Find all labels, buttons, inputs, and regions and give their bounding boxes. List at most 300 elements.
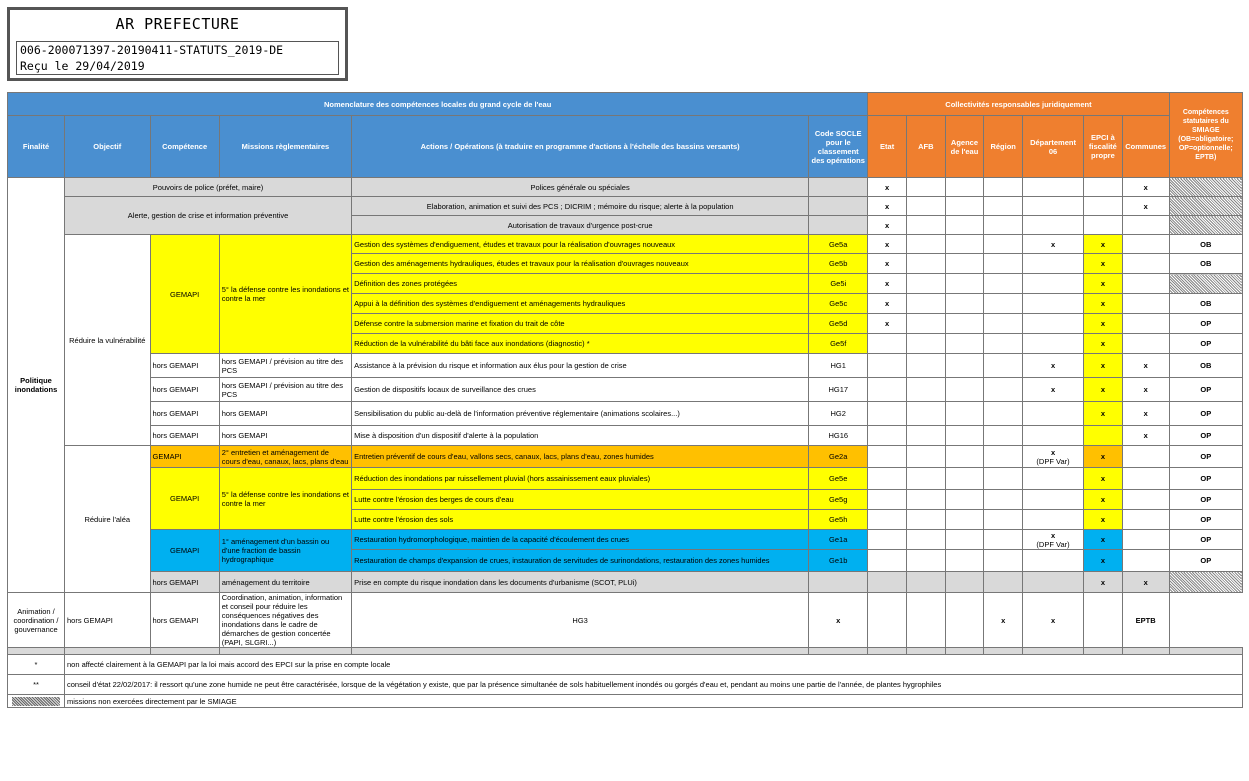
cell-agence xyxy=(945,254,984,274)
mission-amenagement-bassin: 1° aménagement d'un bassin ou d'une fraction de bassin hydrographique xyxy=(219,530,351,572)
cell-etat xyxy=(868,490,907,510)
cell-com xyxy=(1122,178,1169,197)
mark-dep: x xyxy=(1050,447,1056,457)
prefecture-stamp xyxy=(7,7,348,81)
competence-hors: hors GEMAPI xyxy=(65,593,151,648)
note-mark-text: * xyxy=(34,660,38,669)
mark-epci: x xyxy=(1100,515,1105,524)
cell-epci xyxy=(1084,274,1123,294)
cell-afb xyxy=(906,274,945,294)
table-row xyxy=(8,446,1243,468)
cell-epci xyxy=(1084,510,1123,530)
col-etat: Etat xyxy=(868,116,907,178)
table-row xyxy=(8,593,1243,648)
code-cell xyxy=(809,197,868,216)
cell-etat xyxy=(868,197,907,216)
cell-region xyxy=(984,197,1023,216)
code-cell xyxy=(809,572,868,593)
objectif-reduire-vulnerabilite: Réduire la vulnérabilité xyxy=(65,235,151,446)
cell-com xyxy=(1122,530,1169,550)
cell-afb xyxy=(906,235,945,254)
cell-com xyxy=(1122,274,1169,294)
cell-etat xyxy=(868,530,907,550)
action-cell: Réduction de la vulnérabilité du bâti face aux inondations (diagnostic) * xyxy=(352,334,809,354)
table-row xyxy=(8,530,1243,550)
cell-afb xyxy=(906,446,945,468)
action-cell: Lutte contre l'érosion des berges de cours d'eau xyxy=(352,490,809,510)
cell-region xyxy=(984,468,1023,490)
header-row-2 xyxy=(8,116,1243,178)
cell-com xyxy=(1122,354,1169,378)
competences-table xyxy=(7,92,1243,708)
cell-agence xyxy=(945,274,984,294)
cell-com xyxy=(1122,294,1169,314)
cell-etat xyxy=(868,510,907,530)
cell-com xyxy=(1122,446,1169,468)
cell-agence xyxy=(945,235,984,254)
code-cell: Ge5e xyxy=(809,468,868,490)
cell-afb xyxy=(906,426,945,446)
cell-etat xyxy=(868,334,907,354)
mission-entretien: 2° entretien et aménagement de cours d'eau, canaux, lacs, plans d'eau xyxy=(219,446,351,468)
mark-etat: x xyxy=(885,220,890,230)
cell-dep xyxy=(1022,254,1083,274)
cell-epci xyxy=(1084,468,1123,490)
cell-region xyxy=(984,216,1023,235)
competence-gemapi: GEMAPI xyxy=(150,468,219,530)
action-cell: Gestion des systèmes d'endiguement, études et travaux pour la réalisation d'ouvrages nouveaux xyxy=(352,235,809,254)
cell-afb xyxy=(906,354,945,378)
code-cell xyxy=(809,216,868,235)
cell-region xyxy=(984,572,1023,593)
cell-region xyxy=(984,550,1023,572)
table-row xyxy=(8,572,1243,593)
table-row xyxy=(8,426,1243,446)
header-row-1 xyxy=(8,93,1243,116)
mission-defense: 5° la défense contre les inondations et contre la mer xyxy=(219,468,351,530)
col-agence: Agence de l'eau xyxy=(945,116,984,178)
action-cell: Gestion de dispositifs locaux de surveillance des crues xyxy=(352,378,809,402)
note-mark xyxy=(8,655,65,675)
smiage-header: Compétences statutaires du SMIAGE (OB=obligatoire; OP=optionnelle; EPTB) xyxy=(1169,93,1242,178)
smiage-cell: OB xyxy=(1169,235,1242,254)
code-cell: HG2 xyxy=(809,402,868,426)
mark-etat: x xyxy=(836,615,841,625)
spacer-cell xyxy=(984,648,1023,655)
cell-epci xyxy=(1084,354,1123,378)
action-cell: Polices générale ou spéciales xyxy=(352,178,809,197)
cell-agence xyxy=(945,216,984,235)
code-cell: Ge2a xyxy=(809,446,868,468)
action-cell: Assistance à la prévision du risque et information aux élus pour la gestion de crise xyxy=(352,354,809,378)
cell-etat xyxy=(868,446,907,468)
dpf-note: (DPF Var) xyxy=(1036,539,1070,549)
cell-region xyxy=(984,294,1023,314)
code-cell: Ge5f xyxy=(809,334,868,354)
col-code: Code SOCLE pour le classement des opérations xyxy=(809,116,868,178)
cell-agence xyxy=(945,354,984,378)
code-cell: HG16 xyxy=(809,426,868,446)
competence-hors: hors GEMAPI xyxy=(150,572,219,593)
note-text: conseil d'état 22/02/2017: il ressort qu'une zone humide ne peut être caractérisée, lorsque de la végétation y existe, que par la présence simultanée de sols habituellement inondés ou gorgés d'eau et, pendant au moins une partie de l'année, de plantes hygrophiles xyxy=(65,675,1243,695)
cell-dep xyxy=(1022,490,1083,510)
mark-dep: x xyxy=(1001,615,1006,625)
mark-epci: x xyxy=(1100,535,1105,544)
note-mark-text: ** xyxy=(33,680,39,689)
cell-agence xyxy=(945,426,984,446)
cell-epci xyxy=(1084,426,1123,446)
cell-agence xyxy=(945,510,984,530)
competence-hors: hors GEMAPI xyxy=(150,378,219,402)
cell-epci xyxy=(1084,314,1123,334)
cell-region xyxy=(984,530,1023,550)
cell-etat xyxy=(868,274,907,294)
code-cell: Ge1a xyxy=(809,530,868,550)
table-row xyxy=(8,197,1243,216)
cell-com xyxy=(1122,510,1169,530)
cell-afb xyxy=(906,550,945,572)
mark-epci: x xyxy=(1100,279,1105,288)
cell-dep xyxy=(1022,468,1083,490)
mark-com: x xyxy=(1143,577,1148,587)
cell-dep xyxy=(984,593,1023,648)
cell-com xyxy=(1122,550,1169,572)
mission-hors: hors GEMAPI xyxy=(150,593,219,648)
mark-dep: x xyxy=(1050,361,1056,370)
note-text: non affecté clairement à la GEMAPI par la loi mais accord des EPCI sur la prise en compte locale xyxy=(65,655,1243,675)
cell-etat xyxy=(868,354,907,378)
cell-com xyxy=(1122,235,1169,254)
table-row xyxy=(8,468,1243,490)
mark-epci: x xyxy=(1100,452,1105,461)
cell-region xyxy=(984,178,1023,197)
competence-gemapi: GEMAPI xyxy=(150,235,219,354)
cell-etat xyxy=(868,468,907,490)
table-row xyxy=(8,178,1243,197)
stamp-reference xyxy=(16,41,339,75)
cell-agence xyxy=(945,334,984,354)
note-row xyxy=(8,655,1243,675)
spacer-cell xyxy=(150,648,219,655)
spacer-cell xyxy=(1122,648,1169,655)
spacer-cell xyxy=(219,648,351,655)
cell-etat xyxy=(868,426,907,446)
competence-hors: hors GEMAPI xyxy=(150,402,219,426)
table-row xyxy=(8,354,1243,378)
cell-region xyxy=(984,490,1023,510)
spacer-cell xyxy=(1022,648,1083,655)
mark-epci: x xyxy=(1100,259,1105,268)
cell-agence xyxy=(945,572,984,593)
stamp-line2: Reçu le 29/04/2019 xyxy=(20,59,145,73)
cell-region xyxy=(984,334,1023,354)
cell-epci xyxy=(1084,254,1123,274)
competence-hors: hors GEMAPI xyxy=(150,426,219,446)
cell-com xyxy=(1122,254,1169,274)
table-row xyxy=(8,378,1243,402)
spacer-cell xyxy=(945,648,984,655)
mark-dep: x xyxy=(1050,385,1056,394)
action-cell: Entretien préventif de cours d'eau, vallons secs, canaux, lacs, plans d'eau, zones humides xyxy=(352,446,809,468)
cell-com xyxy=(1122,197,1169,216)
action-cell: Prise en compte du risque inondation dans les documents d'urbanisme (SCOT, PLUi) xyxy=(352,572,809,593)
cell-afb xyxy=(906,197,945,216)
cell-dep xyxy=(1022,197,1083,216)
smiage-cell: OB xyxy=(1169,354,1242,378)
cell-region xyxy=(984,235,1023,254)
mark-epci: x xyxy=(1100,319,1105,328)
cell-epci xyxy=(1084,402,1123,426)
note-text: missions non exercées directement par le SMIAGE xyxy=(65,695,1243,708)
cell-afb xyxy=(906,530,945,550)
spacer-cell xyxy=(809,648,868,655)
cell-epci xyxy=(1084,530,1123,550)
cell-dep xyxy=(1022,426,1083,446)
code-cell: HG17 xyxy=(809,378,868,402)
cell-epci xyxy=(1084,235,1123,254)
cell-epci xyxy=(1084,446,1123,468)
cell-com xyxy=(1122,314,1169,334)
action-cell: Elaboration, animation et suivi des PCS ; DICRIM ; mémoire du risque; alerte à la population xyxy=(352,197,809,216)
cell-etat xyxy=(868,294,907,314)
cell-dep xyxy=(1022,402,1083,426)
smiage-cell: EPTB xyxy=(1122,593,1169,648)
action-cell: Appui à la définition des systèmes d'endiguement et aménagements hydrauliques xyxy=(352,294,809,314)
cell-epci xyxy=(1084,294,1123,314)
spacer-cell xyxy=(868,648,907,655)
spacer-cell xyxy=(8,648,65,655)
smiage-cell xyxy=(1169,178,1242,197)
cell-epci xyxy=(1084,216,1123,235)
stamp-title: AR PREFECTURE xyxy=(115,15,240,33)
cell-afb xyxy=(906,178,945,197)
code-cell: Ge5h xyxy=(809,510,868,530)
stamp-line1: 006-200071397-20190411-STATUTS_2019-DE xyxy=(20,43,284,57)
cell-com xyxy=(1122,490,1169,510)
mark-com: x xyxy=(1143,385,1148,394)
cell-region xyxy=(984,402,1023,426)
cell-region xyxy=(984,510,1023,530)
cell-dep xyxy=(1022,178,1083,197)
mark-epci: x xyxy=(1100,556,1105,565)
col-missions: Missions règlementaires xyxy=(219,116,351,178)
code-cell: HG3 xyxy=(352,593,809,648)
spacer-cell xyxy=(1169,648,1242,655)
mission-hors-pcs: hors GEMAPI / prévision au titre des PCS xyxy=(219,378,351,402)
code-cell: Ge5d xyxy=(809,314,868,334)
cell-region xyxy=(984,354,1023,378)
action-cell: Définition des zones protégées xyxy=(352,274,809,294)
cell-afb xyxy=(868,593,907,648)
cell-dep xyxy=(1022,572,1083,593)
cell-epci xyxy=(1084,572,1123,593)
cell-epci xyxy=(1084,197,1123,216)
cell-etat xyxy=(868,216,907,235)
mark-com: x xyxy=(1143,409,1148,418)
cell-etat xyxy=(868,550,907,572)
cell-region xyxy=(984,426,1023,446)
cell-epci xyxy=(1084,490,1123,510)
cell-dep xyxy=(1022,216,1083,235)
cell-dep xyxy=(1022,446,1083,468)
smiage-cell: OP xyxy=(1169,550,1242,572)
nomenclature-header: Nomenclature des compétences locales du grand cycle de l'eau xyxy=(8,93,868,116)
cell-com xyxy=(1084,593,1123,648)
mark-epci: x xyxy=(1100,409,1105,418)
col-afb: AFB xyxy=(906,116,945,178)
cell-region xyxy=(945,593,984,648)
cell-agence xyxy=(945,314,984,334)
cell-afb xyxy=(906,254,945,274)
mission-hors: hors GEMAPI xyxy=(219,402,351,426)
cell-agence xyxy=(945,468,984,490)
cell-region xyxy=(984,378,1023,402)
mark-etat: x xyxy=(885,239,890,249)
cell-dep xyxy=(1022,235,1083,254)
mark-epci: x xyxy=(1100,495,1105,504)
col-region: Région xyxy=(984,116,1023,178)
cell-etat xyxy=(868,178,907,197)
action-cell: Coordination, animation, information et conseil pour réduire les conséquences négatives des inondations dans le cadre de démarches de gestion concertée (PAPI, SLGRI...) xyxy=(219,593,351,648)
smiage-cell: OP xyxy=(1169,510,1242,530)
cell-afb xyxy=(906,334,945,354)
smiage-cell xyxy=(1169,197,1242,216)
cell-dep xyxy=(1022,378,1083,402)
mark-com: x xyxy=(1143,182,1148,192)
collectivites-header: Collectivités responsables juridiquement xyxy=(868,93,1169,116)
mark-com: x xyxy=(1143,201,1148,211)
smiage-cell: OP xyxy=(1169,426,1242,446)
smiage-cell: OP xyxy=(1169,490,1242,510)
cell-afb xyxy=(906,572,945,593)
cell-etat xyxy=(868,402,907,426)
cell-dep xyxy=(1022,314,1083,334)
finalite-cell: Politique inondations xyxy=(8,178,65,593)
mark-dep: x xyxy=(1050,530,1056,540)
smiage-cell: OP xyxy=(1169,468,1242,490)
dpf-note: (DPF Var) xyxy=(1036,456,1070,466)
mark-epci: x xyxy=(1100,385,1105,394)
action-cell: Défense contre la submersion marine et fixation du trait de côte xyxy=(352,314,809,334)
mark-dep: x xyxy=(1050,239,1056,249)
smiage-cell xyxy=(1169,216,1242,235)
action-cell: Autorisation de travaux d'urgence post-crue xyxy=(352,216,809,235)
cell-afb xyxy=(906,294,945,314)
cell-dep xyxy=(1022,510,1083,530)
action-cell: Sensibilisation du public au-delà de l'information préventive réglementaire (animations scolaires...) xyxy=(352,402,809,426)
action-cell: Gestion des aménagements hydrauliques, études et travaux pour la réalisation d'ouvrages nouveaux xyxy=(352,254,809,274)
code-cell: HG1 xyxy=(809,354,868,378)
objectif-animation: Animation / coordination / gouvernance xyxy=(8,593,65,648)
col-competence: Compétence xyxy=(150,116,219,178)
cell-region xyxy=(984,314,1023,334)
mission-hors: hors GEMAPI xyxy=(219,426,351,446)
mission-hors-pcs: hors GEMAPI / prévision au titre des PCS xyxy=(219,354,351,378)
smiage-cell: OP xyxy=(1169,402,1242,426)
action-cell: Réduction des inondations par ruissellement pluvial (hors assainissement eaux pluviales) xyxy=(352,468,809,490)
cell-dep xyxy=(1022,550,1083,572)
cell-agence xyxy=(945,402,984,426)
cell-afb xyxy=(906,510,945,530)
competence-hors: hors GEMAPI xyxy=(150,354,219,378)
smiage-cell xyxy=(1169,274,1242,294)
cell-com xyxy=(1122,572,1169,593)
code-cell: Ge5b xyxy=(809,254,868,274)
code-cell xyxy=(809,178,868,197)
table-row xyxy=(8,402,1243,426)
mark-epci: x xyxy=(1100,361,1105,370)
spacer-cell xyxy=(1084,648,1123,655)
cell-region xyxy=(984,254,1023,274)
spacer-cell xyxy=(352,648,809,655)
cell-afb xyxy=(906,314,945,334)
cell-region xyxy=(984,274,1023,294)
table-body xyxy=(8,178,1243,708)
smiage-cell xyxy=(1169,572,1242,593)
col-objectif: Objectif xyxy=(65,116,151,178)
objectif-alerte: Alerte, gestion de crise et information préventive xyxy=(65,197,352,235)
note-mark xyxy=(8,695,65,708)
mark-epci: x xyxy=(1050,615,1056,625)
mark-epci: x xyxy=(1100,577,1105,587)
competence-gemapi: GEMAPI xyxy=(150,446,219,468)
mark-epci: x xyxy=(1100,299,1105,308)
action-cell: Restauration de champs d'expansion de crues, instauration de servitudes de surinondations, restauration des zones humides xyxy=(352,550,809,572)
cell-epci xyxy=(1084,334,1123,354)
action-cell: Lutte contre l'érosion des sols xyxy=(352,510,809,530)
cell-afb xyxy=(906,490,945,510)
spacer-row xyxy=(8,648,1243,655)
cell-epci xyxy=(1022,593,1083,648)
cell-etat xyxy=(809,593,868,648)
hatch-legend-swatch xyxy=(12,697,60,706)
cell-dep xyxy=(1022,334,1083,354)
col-finalite: Finalité xyxy=(8,116,65,178)
cell-com xyxy=(1122,334,1169,354)
cell-etat xyxy=(868,572,907,593)
cell-agence xyxy=(945,178,984,197)
cell-com xyxy=(1122,426,1169,446)
smiage-cell: OP xyxy=(1169,314,1242,334)
cell-afb xyxy=(906,468,945,490)
code-cell: Ge5i xyxy=(809,274,868,294)
objectif-police: Pouvoirs de police (préfet, maire) xyxy=(65,178,352,197)
cell-agence xyxy=(945,294,984,314)
cell-dep xyxy=(1022,274,1083,294)
code-cell: Ge5a xyxy=(809,235,868,254)
cell-etat xyxy=(868,378,907,402)
cell-agence xyxy=(945,490,984,510)
mark-etat: x xyxy=(885,259,890,268)
cell-dep xyxy=(1022,530,1083,550)
cell-epci xyxy=(1084,550,1123,572)
mark-com: x xyxy=(1143,431,1148,440)
mark-etat: x xyxy=(885,319,890,328)
action-cell: Mise à disposition d'un dispositif d'alerte à la population xyxy=(352,426,809,446)
cell-com xyxy=(1122,468,1169,490)
smiage-cell: OP xyxy=(1169,530,1242,550)
mark-etat: x xyxy=(885,201,890,211)
col-communes: Communes xyxy=(1122,116,1169,178)
cell-region xyxy=(984,446,1023,468)
code-cell: Ge5g xyxy=(809,490,868,510)
mark-epci: x xyxy=(1100,339,1105,348)
cell-com xyxy=(1122,378,1169,402)
smiage-cell: OB xyxy=(1169,294,1242,314)
cell-dep xyxy=(1022,294,1083,314)
code-cell: Ge1b xyxy=(809,550,868,572)
smiage-cell: OB xyxy=(1169,254,1242,274)
